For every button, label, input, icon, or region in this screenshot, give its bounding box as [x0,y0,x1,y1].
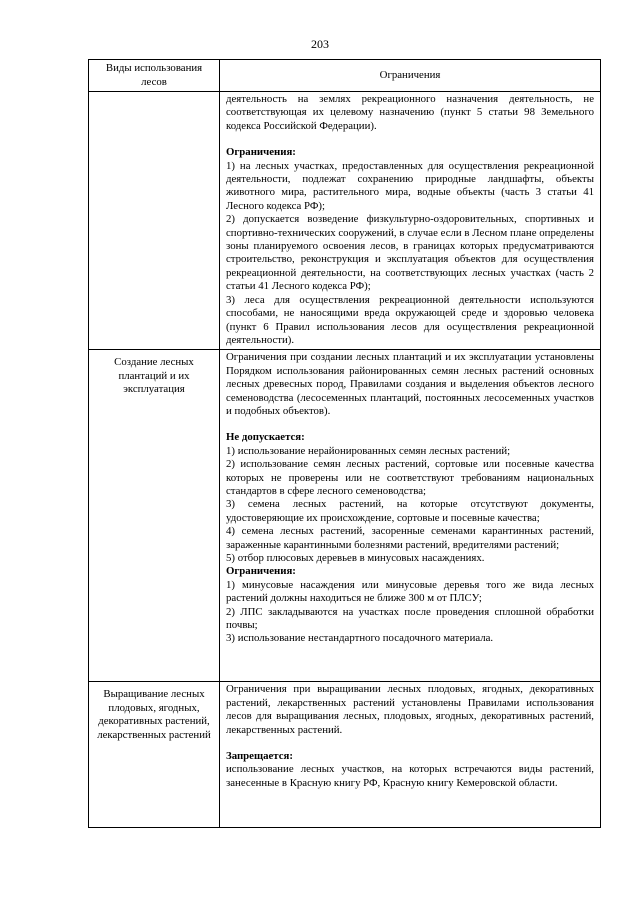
paragraph-spacer [226,737,594,750]
paragraph: деятельность на землях рекреационного назначения деятельность, не соответствующая их целевому назначению (пункт 5 статьи 98 Земельного кодекса Российской Федерации). [226,93,594,132]
paragraph: 3) леса для осуществления рекреационной деятельности используются способами, не наносящими вреда окружающей среде и здоровью человека (пункт 6 Правил использования лесов для осуществления рекреационной деятельности). [226,293,594,346]
paragraph: Ограничения при создании лесных плантаций и их эксплуатации установлены Порядком использования районированных семян лесных растений основных лесных древесных пород, Правилами создания и выделения объектов лесного семеноводства (лесосеменных плантаций, постоянных лесосеменных участков и подобных объектов). [226,351,594,417]
header-usage-types: Виды использования лесов [89,60,220,92]
usage-type-cell: Выращивание лесных плодовых, ягодных, декоративных растений, лекарственных растений [89,682,220,828]
restrictions-cell [220,92,601,350]
usage-type-cell: Создание лесных плантаций и их эксплуатация [89,350,220,682]
paragraph-spacer [226,418,594,431]
table-row [89,92,601,350]
paragraph: 2) допускается возведение физкультурно-оздоровительных, спортивных и спортивно-технических сооружений, в случае если в Лесном плане определены зоны планируемого освоения лесов, в границах которых предусматриваются строительство, реконструкция и эксплуатация объектов для осуществления рекреационной деятельности, на соответствующих лесных участках (часть 2 статьи 41 Лесного кодекса РФ); [226,213,594,293]
section-heading: Запрещается: [226,749,293,762]
page-number: 203 [311,37,329,51]
paragraph: 3) использование нестандартного посадочного материала. [226,632,494,645]
header-restrictions: Ограничения [220,60,601,92]
table-header-row [89,60,601,92]
table-row [89,350,601,682]
section-heading: Не допускается: [226,431,305,444]
paragraph: 1) минусовые насаждения или минусовые деревья того же вида лесных растений должны находиться не ближе 300 м от ПЛСУ; [226,578,594,605]
paragraph: 2) ЛПС закладываются на участках после проведения сплошной обработки почвы; [226,605,594,632]
paragraph: 2) использование семян лесных растений, сортовые или посевные качества которых не проверены или не соответствуют требованиям национальных стандартов в сфере лесного семеноводства; [226,458,594,497]
paragraph: 1) на лесных участках, предоставленных для осуществления рекреационной деятельности, подлежат сохранению природные ландшафты, объекты животного мира, растительного мира, водные объекты (часть 3 статьи 41 Лесного кодекса РФ); [226,159,594,212]
section-heading: Ограничения: [226,565,296,578]
paragraph: 4) семена лесных растений, засоренные семенами карантинных растений, зараженные карантинными болезнями растений, вредителями растений; [226,525,594,551]
restrictions-cell [220,350,601,682]
paragraph: 1) использование нерайонированных семян лесных растений; [226,444,511,457]
paragraph: использование лесных участков, на которых встречаются виды растений, занесенные в Красную книгу РФ, Красную книгу Кемеровской области. [226,763,594,789]
section-heading: Ограничения: [226,146,296,159]
table-row [89,682,601,828]
restrictions-table [88,59,601,828]
paragraph: 3) семена лесных растений, на которые отсутствуют документы, удостоверяющие их происхождение, сортовые и посевные качества; [226,498,594,524]
paragraph-spacer [226,133,594,146]
paragraph: Ограничения при выращивании лесных плодовых, ягодных, декоративных растений, лекарственных растений установлены Правилами использования лесов для выращивания лесных, плодовых, ягодных, декоративных растений, лекарственных растений. [226,683,594,736]
usage-type-cell [89,92,220,350]
restrictions-cell [220,682,601,828]
paragraph: 5) отбор плюсовых деревьев в минусовых насаждениях. [226,552,485,564]
